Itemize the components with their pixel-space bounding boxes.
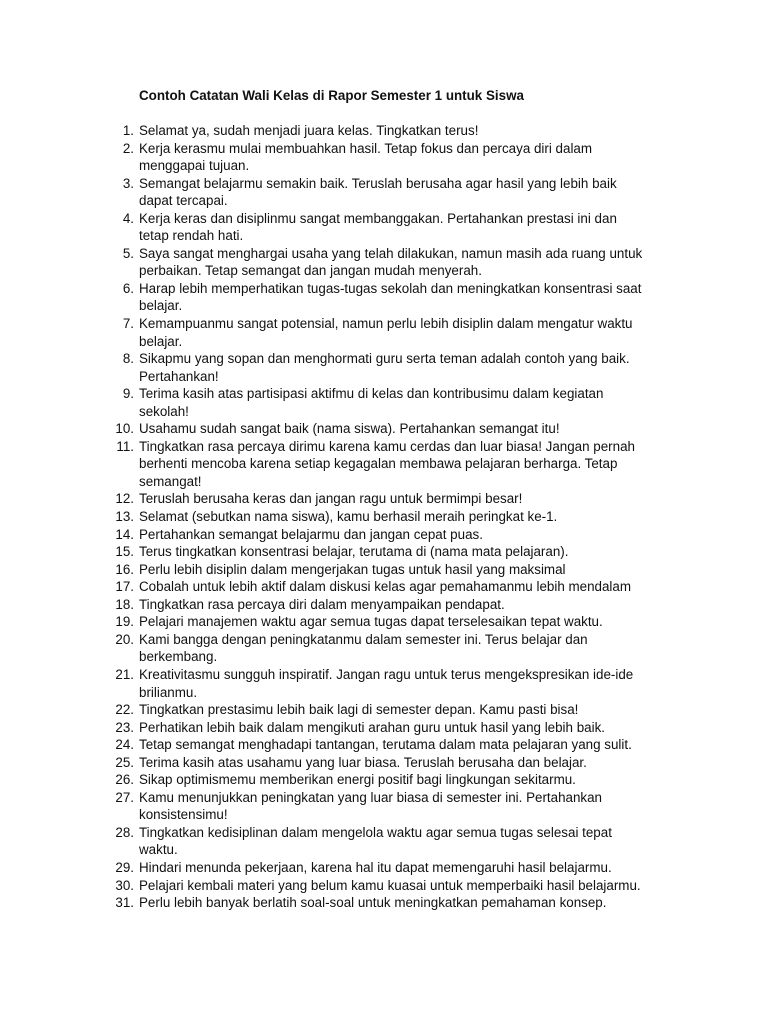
list-item-text-line: semangat! bbox=[139, 473, 202, 489]
list-item bbox=[0, 543, 679, 561]
list-item-text-line: tetap rendah hati. bbox=[139, 228, 244, 244]
list-item bbox=[0, 561, 679, 579]
list-item-text-line: Selamat ya, sudah menjadi juara kelas. Tingkatkan terus! bbox=[139, 123, 479, 138]
list-item bbox=[0, 438, 679, 491]
list-item-number: 17. bbox=[115, 579, 134, 595]
list-item-number: 7. bbox=[122, 316, 134, 332]
list-item-text-line: Kamu menunjukkan peningkatan yang luar biasa di semester ini. Pertahankan bbox=[139, 789, 603, 805]
list-item-number: 30. bbox=[115, 877, 134, 893]
list-item bbox=[0, 508, 679, 526]
list-item bbox=[0, 789, 679, 824]
list-item-number: 22. bbox=[115, 702, 134, 718]
list-item-text-line: sekolah! bbox=[139, 403, 189, 419]
list-item bbox=[0, 175, 679, 210]
list-item bbox=[0, 385, 679, 420]
list-item-number: 9. bbox=[122, 386, 134, 402]
list-item bbox=[0, 122, 679, 140]
list-item bbox=[0, 736, 679, 754]
list-item-text-line: Selamat (sebutkan nama siswa), kamu berhasil meraih peringkat ke-1. bbox=[139, 509, 558, 525]
list-item-text-line: Terima kasih atas partisipasi aktifmu di kelas dan kontribusimu dalam kegiatan bbox=[139, 386, 604, 402]
list-item-number: 6. bbox=[122, 280, 134, 296]
list-item-text-line: berhenti mencoba karena setiap kegagalan membawa pelajaran berharga. Tetap bbox=[139, 456, 618, 472]
list-item bbox=[0, 631, 679, 666]
list-item-text-line: Harap lebih memperhatikan tugas-tugas sekolah dan meningkatkan konsentrasi saat bbox=[139, 280, 642, 296]
list-item-text-line: Pertahankan semangat belajarmu dan jangan cepat puas. bbox=[139, 526, 483, 542]
list-item-text-line: Kerja keras dan disiplinmu sangat membanggakan. Pertahankan prestasi ini dan bbox=[139, 210, 617, 226]
list-item bbox=[0, 526, 679, 544]
list-item bbox=[0, 578, 679, 596]
list-item-text-line: Semangat belajarmu semakin baik. Teruslah berusaha agar hasil yang lebih baik bbox=[139, 175, 617, 191]
list-item-text-line: Kreativitasmu sungguh inspiratif. Jangan ragu untuk terus mengekspresikan ide-ide bbox=[139, 666, 634, 682]
list-item-number: 23. bbox=[115, 719, 134, 735]
list-item-text-line: Hindari menunda pekerjaan, karena hal itu dapat memengaruhi hasil belajarmu. bbox=[139, 859, 612, 875]
list-item bbox=[0, 877, 679, 895]
list-item-text-line: Pelajari kembali materi yang belum kamu kuasai untuk memperbaiki hasil belajarmu. bbox=[139, 877, 641, 893]
list-item-text-line: Terus tingkatkan konsentrasi belajar, terutama di (nama mata pelajaran). bbox=[139, 544, 569, 560]
list-item-text-line: belajar. bbox=[139, 298, 183, 314]
document-title: Contoh Catatan Wali Kelas di Rapor Semester 1 untuk Siswa bbox=[139, 88, 524, 103]
list-item bbox=[0, 613, 679, 631]
list-item-text-line: Tingkatkan rasa percaya dirimu karena kamu cerdas dan luar biasa! Jangan pernah bbox=[139, 438, 635, 454]
list-item-text-line: Usahamu sudah sangat baik (nama siswa). Pertahankan semangat itu! bbox=[139, 421, 560, 437]
numbered-list bbox=[0, 122, 768, 912]
list-item-number: 26. bbox=[115, 772, 134, 788]
list-item bbox=[0, 245, 679, 280]
list-item bbox=[0, 859, 679, 877]
list-item-number: 28. bbox=[115, 824, 134, 840]
list-item-number: 18. bbox=[115, 596, 134, 612]
list-item bbox=[0, 771, 679, 789]
list-item-number: 21. bbox=[115, 666, 134, 682]
list-item-text-line: Perlu lebih banyak berlatih soal-soal untuk meningkatkan pemahaman konsep. bbox=[139, 895, 607, 911]
list-item-text-line: Teruslah berusaha keras dan jangan ragu untuk bermimpi besar! bbox=[139, 491, 523, 507]
list-item bbox=[0, 210, 679, 245]
list-item-number: 31. bbox=[115, 895, 134, 911]
list-item-number: 4. bbox=[122, 210, 134, 226]
list-item-number: 15. bbox=[115, 544, 134, 560]
list-item bbox=[0, 894, 679, 912]
list-item-text-line: Sikapmu yang sopan dan menghormati guru serta teman adalah contoh yang baik. bbox=[139, 351, 630, 367]
list-item-text-line: Perlu lebih disiplin dalam mengerjakan tugas untuk hasil yang maksimal bbox=[139, 561, 566, 577]
list-item-text-line: perbaikan. Tetap semangat dan jangan mudah menyerah. bbox=[139, 263, 482, 279]
list-item-text-line: Pertahankan! bbox=[139, 368, 219, 384]
list-item bbox=[0, 666, 679, 701]
list-item bbox=[0, 719, 679, 737]
list-item-number: 5. bbox=[122, 245, 134, 261]
list-item-text-line: waktu. bbox=[139, 842, 178, 858]
list-item-number: 11. bbox=[116, 438, 134, 454]
list-item-number: 27. bbox=[115, 789, 134, 805]
list-item-number: 20. bbox=[115, 631, 134, 647]
list-item-number: 2. bbox=[122, 140, 134, 156]
list-item bbox=[0, 140, 679, 175]
list-item-text-line: Tetap semangat menghadapi tantangan, terutama dalam mata pelajaran yang sulit. bbox=[139, 737, 632, 753]
list-item-number: 13. bbox=[115, 509, 134, 525]
list-item-number: 19. bbox=[115, 614, 134, 630]
list-item-text-line: Tingkatkan kedisiplinan dalam mengelola waktu agar semua tugas selesai tepat bbox=[139, 824, 612, 840]
list-item-text-line: Terima kasih atas usahamu yang luar biasa. Teruslah berusaha dan belajar. bbox=[139, 754, 587, 770]
list-item bbox=[0, 315, 679, 350]
list-item-text-line: Kemampuanmu sangat potensial, namun perlu lebih disiplin dalam mengatur waktu bbox=[139, 316, 633, 332]
list-item-number: 29. bbox=[115, 859, 134, 875]
list-item bbox=[0, 754, 679, 772]
list-item-number: 16. bbox=[115, 561, 134, 577]
list-item bbox=[0, 420, 679, 438]
list-item bbox=[0, 596, 679, 614]
list-item-text-line: Tingkatkan rasa percaya diri dalam menyampaikan pendapat. bbox=[139, 596, 505, 612]
list-item-number: 14. bbox=[115, 526, 134, 542]
list-item bbox=[0, 824, 679, 859]
list-item-text-line: Kerja kerasmu mulai membuahkan hasil. Tetap fokus dan percaya diri dalam bbox=[139, 140, 593, 156]
list-item bbox=[0, 280, 679, 315]
list-item-number: 24. bbox=[115, 737, 134, 753]
list-item-text-line: brilianmu. bbox=[139, 684, 198, 700]
list-item-text-line: Perhatikan lebih baik dalam mengikuti arahan guru untuk hasil yang lebih baik. bbox=[139, 719, 605, 735]
list-item bbox=[0, 701, 679, 719]
list-item-text-line: Sikap optimismemu memberikan energi positif bagi lingkungan sekitarmu. bbox=[139, 772, 576, 788]
list-item-text-line: Cobalah untuk lebih aktif dalam diskusi kelas agar pemahamanmu lebih mendalam bbox=[139, 579, 632, 595]
list-item-text-line: Saya sangat menghargai usaha yang telah dilakukan, namun masih ada ruang untuk bbox=[139, 245, 643, 261]
list-item-number: 8. bbox=[122, 351, 134, 367]
list-item-text-line: belajar. bbox=[139, 333, 183, 349]
list-item-text-line: menggapai tujuan. bbox=[139, 158, 250, 174]
list-item bbox=[0, 350, 679, 385]
list-item-number: 1. bbox=[122, 123, 134, 138]
list-item-text-line: berkembang. bbox=[139, 649, 218, 665]
list-item-text-line: dapat tercapai. bbox=[139, 193, 228, 209]
list-item-number: 12. bbox=[115, 491, 134, 507]
list-item-number: 10. bbox=[115, 421, 134, 437]
list-item-number: 25. bbox=[115, 754, 134, 770]
list-item-text-line: konsistensimu! bbox=[139, 807, 228, 823]
list-item-text-line: Kami bangga dengan peningkatanmu dalam semester ini. Terus belajar dan bbox=[139, 631, 588, 647]
list-item-number: 3. bbox=[122, 175, 134, 191]
list-item-text-line: Pelajari manajemen waktu agar semua tugas dapat terselesaikan tepat waktu. bbox=[139, 614, 603, 630]
list-item bbox=[0, 490, 679, 508]
list-item-text-line: Tingkatkan prestasimu lebih baik lagi di semester depan. Kamu pasti bisa! bbox=[139, 702, 579, 718]
